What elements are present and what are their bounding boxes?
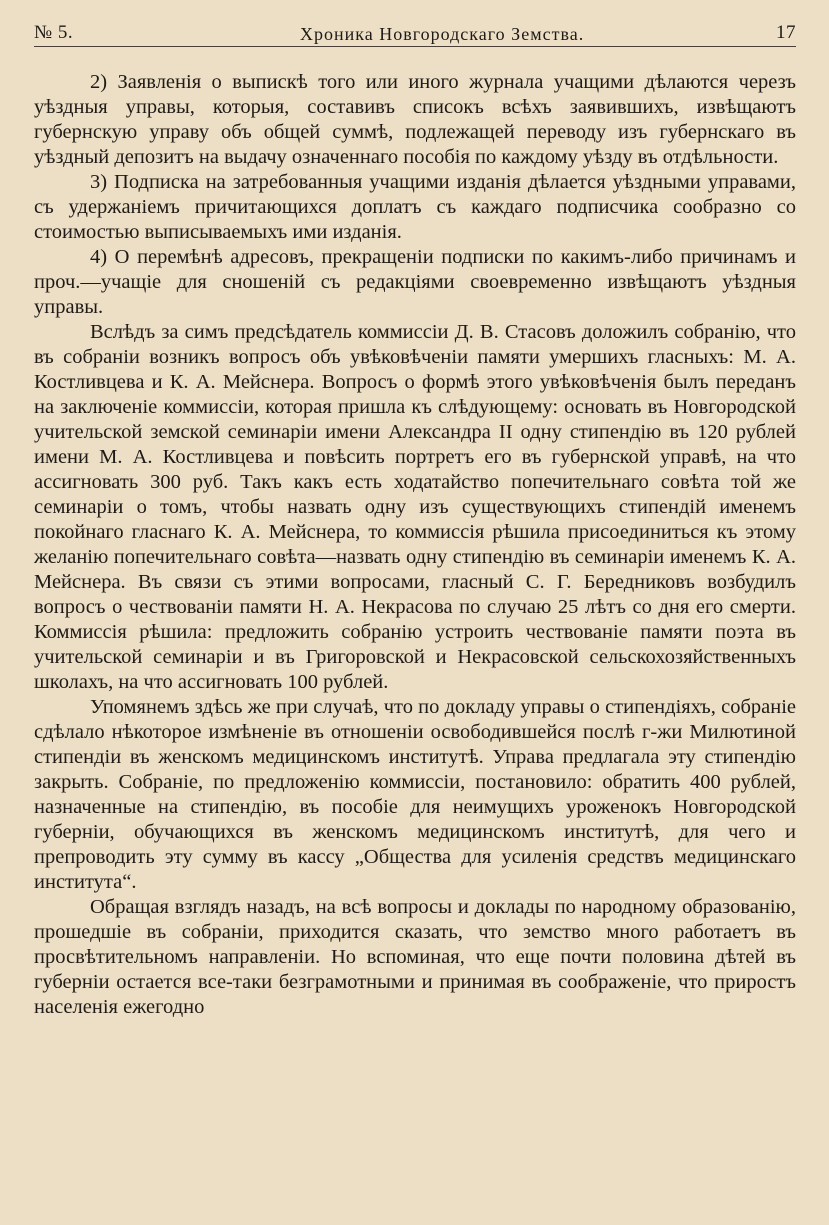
- paragraph: 3) Подписка на затребованныя учащими изданія дѣлается уѣздными управами, съ удержаніемъ причитающихся доплатъ съ каждаго подписчика сообразно со стоимостью выписываемыхъ ими изданія.: [34, 171, 796, 243]
- page-number: 17: [776, 22, 796, 43]
- body-text: [34, 70, 796, 1020]
- paragraph: Вслѣдъ за симъ предсѣдатель коммиссіи Д. В. Стасовъ доложилъ собранію, что въ собраніи возникъ вопросъ объ увѣковѣченіи памяти умершихъ гласныхъ: М. А. Костливцева и К. А. Мейснера. Вопросъ о формѣ этого увѣковѣченія былъ переданъ на заключеніе коммиссіи, которая пришла къ слѣдующему: основать въ Новгородской учительской земской семинаріи имени Александра II одну стипендію въ 120 рублей имени М. А. Костливцева и повѣсить портретъ его въ губернской управѣ, на что ассигновать 300 руб. Такъ какъ есть ходатайство попечительнаго совѣта той же семинаріи о томъ, чтобы назвать одну изъ существующихъ стипендій именемъ покойнаго гласнаго К. А. Мейснера, то коммиссія рѣшила присоединиться къ этому желанію попечительнаго совѣта—назвать одну стипендію въ семинаріи именемъ К. А. Мейснера. Въ связи съ этими вопросами, гласный С. Г. Бередниковъ возбудилъ вопросъ о чествованіи памяти Н. А. Некрасова по случаю 25 лѣтъ со дня его смерти. Коммиссія рѣшила: предложить собранію устроить чествованіе памяти поэта въ учительской семинаріи и въ Григоровской и Некрасовской сельскохозяйственныхъ школахъ, на что ассигновать 100 рублей.: [34, 321, 796, 693]
- header-rule: [34, 46, 796, 47]
- paragraph: 2) Заявленія о выпискѣ того или иного журнала учащими дѣлаются черезъ уѣздныя управы, которыя, составивъ списокъ всѣхъ заявившихъ, извѣщаютъ губернскую управу объ общей суммѣ, подлежащей переводу изъ губернскаго въ уѣздный депозитъ на выдачу означеннаго пособія по каждому уѣзду въ отдѣльности.: [34, 71, 796, 168]
- paragraph: Упомянемъ здѣсь же при случаѣ, что по докладу управы о стипендіяхъ, собраніе сдѣлало нѣкоторое измѣненіе въ отношеніи освободившейся послѣ г-жи Милютиной стипендіи въ женскомъ медицинскомъ институтѣ. Управа предлагала эту стипендію закрыть. Собраніе, по предложенію коммиссіи, постановило: обратить 400 рублей, назначенные на стипендію, въ пособіе для неимущихъ уроженокъ Новгородской губерніи, обучающихся въ женскомъ медицинскомъ институтѣ, для чего и препроводить эту сумму въ кассу „Общества для усиленія средствъ медицинскаго института“.: [34, 696, 796, 893]
- issue-number: № 5.: [34, 22, 74, 43]
- paragraph: 4) О перемѣнѣ адресовъ, прекращеніи подписки по какимъ-либо причинамъ и проч.—учащіе для сношеній съ редакціями своевременно извѣщаютъ уѣздныя управы.: [34, 246, 796, 318]
- running-title: Хроника Новгородскаго Земства.: [300, 24, 585, 44]
- paragraph: Обращая взглядъ назадъ, на всѣ вопросы и доклады по народному образованію, прошедшіе въ собраніи, приходится сказать, что земство много работаетъ въ просвѣтительномъ направленіи. Но вспоминая, что еще почти половина дѣтей въ губерніи остается все-таки безграмотными и принимая въ соображеніе, что приростъ населенія ежегодно: [34, 896, 796, 1018]
